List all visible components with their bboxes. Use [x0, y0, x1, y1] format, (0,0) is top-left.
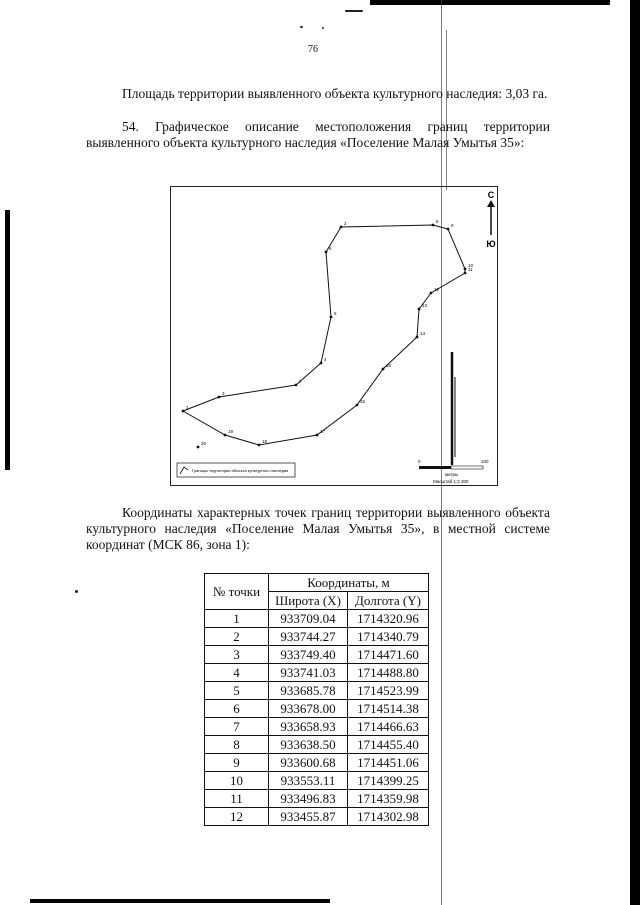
paragraph-area: Площадь территории выявленного объекта культурного наследия: 3,03 га.: [122, 86, 548, 101]
scale-segment-empty: [451, 466, 483, 469]
latitude-cell: 933741.03: [269, 664, 348, 682]
latitude-cell: 933744.27: [269, 628, 348, 646]
coordinates-table-body: [205, 610, 429, 826]
boundary-point-marker: [430, 292, 433, 295]
boundary-point-marker: [416, 336, 419, 339]
point-number-cell: 9: [205, 754, 269, 772]
point-number-cell: 3: [205, 646, 269, 664]
table-row: [205, 646, 429, 664]
boundary-point-marker: [197, 446, 200, 449]
latitude-cell: 933638.50: [269, 736, 348, 754]
latitude-cell: 933496.83: [269, 790, 348, 808]
point-number-cell: 7: [205, 718, 269, 736]
table-row: [205, 610, 429, 628]
boundary-point-label: 18: [262, 439, 268, 444]
boundary-point-label: 13: [422, 303, 428, 308]
table-row: [205, 736, 429, 754]
compass: [486, 190, 495, 249]
latitude-cell: 933685.78: [269, 682, 348, 700]
longitude-cell: 1714514.38: [348, 700, 429, 718]
scale-unit-label: метры: [445, 472, 459, 477]
boundary-map: [170, 186, 498, 486]
boundary-point-marker: [432, 224, 435, 227]
scale-start-label: 0: [418, 459, 421, 464]
boundary-point-marker: [258, 444, 261, 447]
point-number-cell: 8: [205, 736, 269, 754]
point-number-cell: 11: [205, 790, 269, 808]
boundary-point-marker: [325, 251, 328, 254]
latitude-cell: 933709.04: [269, 610, 348, 628]
boundary-point-label: 11: [468, 267, 473, 272]
boundary-point-label: 19: [228, 429, 234, 434]
boundary-point-marker: [340, 226, 343, 229]
scan-artifact-left: [5, 210, 10, 470]
boundary-point-marker: [320, 362, 323, 365]
boundary-point-label: 5: [334, 311, 337, 316]
compass-south-label: Ю: [486, 239, 496, 249]
boundary-point-marker: [356, 404, 359, 407]
boundary-point-label: 3: [222, 391, 225, 396]
boundary-point-label: 16: [360, 399, 366, 404]
scan-speck: [322, 27, 324, 29]
boundary-point-marker: [182, 410, 185, 413]
boundary-point-label: 17: [320, 429, 326, 434]
table-row: [205, 700, 429, 718]
paragraph-section-54: 54. Графическое описание местоположения границ территории выявленного объекта культурного наследия «Поселение Малая Умытья 35»:: [86, 119, 550, 150]
boundary-point-marker: [330, 316, 333, 319]
scan-speck: [75, 590, 78, 593]
boundary-point-label: 15: [386, 363, 392, 368]
legend-text: Границы территории объекта культурного наследия: [192, 468, 289, 473]
longitude-cell: 1714340.79: [348, 628, 429, 646]
longitude-cell: 1714399.25: [348, 772, 429, 790]
table-header-row: [205, 574, 429, 592]
boundary-point-marker: [447, 228, 450, 231]
boundary-point-label: 4: [324, 357, 327, 362]
scan-fold-line-2: [446, 30, 447, 190]
longitude-cell: 1714488.80: [348, 664, 429, 682]
scan-artifact-top: [370, 0, 610, 5]
header-coordinates: Координаты, м: [269, 574, 429, 592]
longitude-cell: 1714455.40: [348, 736, 429, 754]
boundary-point-label: 2: [344, 221, 347, 226]
boundary-point-label: 6: [329, 246, 332, 251]
latitude-cell: 933600.68: [269, 754, 348, 772]
point-number-cell: 5: [205, 682, 269, 700]
boundary-point-label: 10: [468, 263, 474, 268]
scan-artifact-right: [630, 0, 640, 905]
header-longitude: Долгота (Y): [348, 592, 429, 610]
longitude-cell: 1714466.63: [348, 718, 429, 736]
header-point-number: № точки: [205, 574, 269, 610]
header-latitude: Широта (X): [269, 592, 348, 610]
boundary-point-label: 14: [420, 331, 426, 336]
boundary-point-marker: [464, 268, 467, 271]
scan-speck: [345, 10, 363, 12]
table-row: [205, 808, 429, 826]
boundary-point-label: 9: [451, 223, 454, 228]
longitude-cell: 1714302.98: [348, 808, 429, 826]
latitude-cell: 933553.11: [269, 772, 348, 790]
boundary-point-label: 7: [299, 379, 302, 384]
scale-end-label: 100: [481, 459, 489, 464]
boundary-point-marker: [224, 434, 227, 437]
boundary-map-svg: [171, 187, 497, 485]
boundary-point-marker: [418, 308, 421, 311]
latitude-cell: 933749.40: [269, 646, 348, 664]
boundary-point-marker: [218, 396, 221, 399]
point-number-cell: 12: [205, 808, 269, 826]
table-row: [205, 790, 429, 808]
map-legend: [177, 463, 295, 477]
point-number-cell: 1: [205, 610, 269, 628]
table-row: [205, 754, 429, 772]
scale-bar: [418, 352, 489, 484]
boundary-point-label: 20: [201, 441, 207, 446]
compass-north-label: С: [487, 190, 495, 200]
longitude-cell: 1714523.99: [348, 682, 429, 700]
point-number-cell: 4: [205, 664, 269, 682]
table-row: [205, 772, 429, 790]
scale-segment-filled: [419, 466, 451, 469]
table-row: [205, 682, 429, 700]
paragraph-coords-intro: Координаты характерных точек границ территории выявленного объекта культурного наследия «Поселение Малая Умытья 35», в местной системе координат (МСК 86, зона 1):: [86, 505, 550, 552]
boundary-point-marker: [295, 384, 298, 387]
table-row: [205, 718, 429, 736]
point-number-cell: 6: [205, 700, 269, 718]
boundary-point-label: 8: [436, 219, 439, 224]
coordinates-table: [204, 573, 429, 826]
longitude-cell: 1714471.60: [348, 646, 429, 664]
longitude-cell: 1714359.98: [348, 790, 429, 808]
scale-ratio-label: Масштаб 1:2 300: [433, 479, 469, 484]
longitude-cell: 1714451.06: [348, 754, 429, 772]
longitude-cell: 1714320.96: [348, 610, 429, 628]
table-row: [205, 664, 429, 682]
compass-arrow-icon: [487, 200, 495, 207]
latitude-cell: 933455.87: [269, 808, 348, 826]
boundary-point-label: 1: [186, 405, 189, 410]
legend-line-symbol-icon: [180, 467, 188, 474]
point-number-cell: 2: [205, 628, 269, 646]
table-row: [205, 628, 429, 646]
point-number-cell: 10: [205, 772, 269, 790]
boundary-point-marker: [382, 368, 385, 371]
latitude-cell: 933658.93: [269, 718, 348, 736]
boundary-point-marker: [316, 434, 319, 437]
boundary-point-label: 12: [434, 287, 440, 292]
latitude-cell: 933678.00: [269, 700, 348, 718]
boundary-point-marker: [464, 272, 467, 275]
page-number: 76: [308, 44, 318, 55]
scan-artifact-bottom: [30, 899, 330, 903]
scan-speck: [300, 26, 303, 28]
